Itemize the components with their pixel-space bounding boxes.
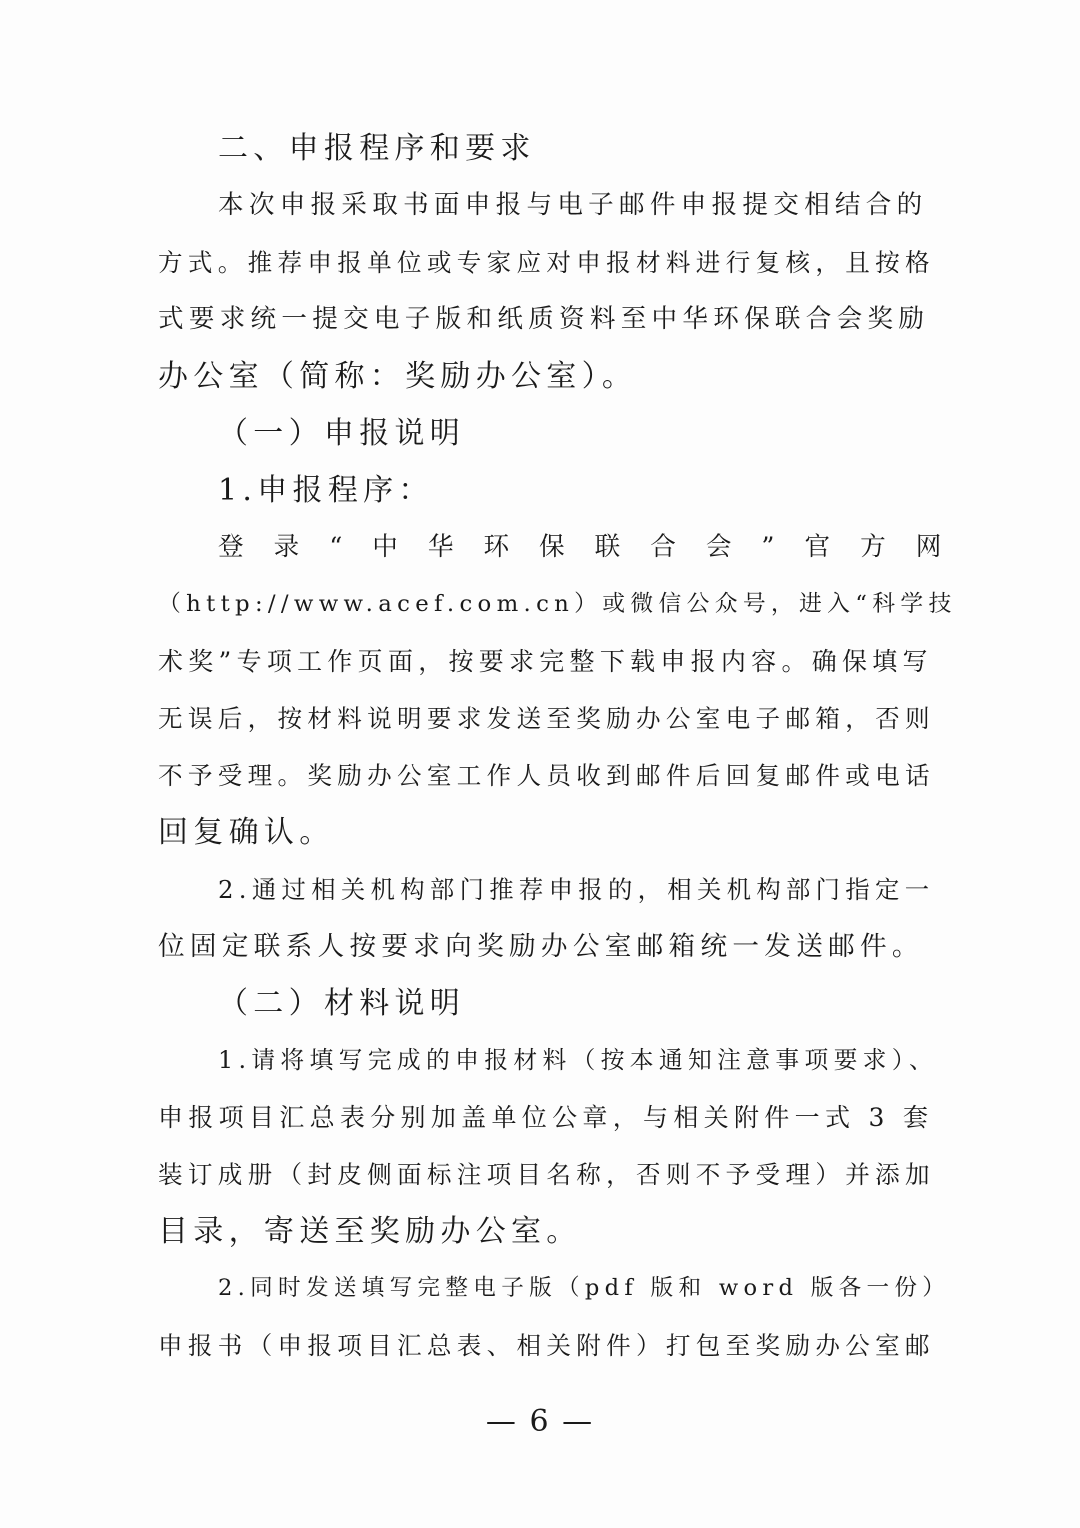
numbered-item: 2.同时发送填写完整电子版（pdf 版和 word 版各一份） bbox=[218, 1275, 951, 1301]
subsection-heading: （一）申报说明 bbox=[218, 416, 466, 451]
paragraph-line: 不予受理。奖励办公室工作人员收到邮件后回复邮件或电话 bbox=[158, 761, 935, 790]
numbered-item: 2.通过相关机构部门推荐申报的，相关机构部门指定一 bbox=[218, 875, 935, 904]
paragraph-line: 办公室（简称：奖励办公室）。 bbox=[158, 359, 638, 394]
numbered-item: 1.申报程序： bbox=[218, 473, 434, 508]
paragraph-line bbox=[158, 519, 972, 576]
paragraph-line: 术奖”专项工作页面，按要求完整下载申报内容。确保填写 bbox=[158, 647, 933, 676]
subsection-heading: （二）材料说明 bbox=[218, 986, 466, 1021]
numbered-item: 1.请将填写完成的申报材料（按本通知注意事项要求）、 bbox=[218, 1046, 939, 1074]
spaced-text: 登录“中华环保联合会”官方网 bbox=[218, 532, 972, 562]
paragraph-line: 申报项目汇总表分别加盖单位公章，与相关附件一式 3 套 bbox=[158, 1103, 934, 1132]
paragraph-line: 本次申报采取书面申报与电子邮件申报提交相结合的 bbox=[218, 190, 928, 220]
document-body bbox=[158, 120, 972, 1374]
paragraph-line: （http://www.acef.com.cn）或微信公众号，进入“科学技 bbox=[158, 591, 957, 617]
paragraph-line: 目录，寄送至奖励办公室。 bbox=[158, 1214, 582, 1249]
paragraph-line: 装订成册（封皮侧面标注项目名称，否则不予受理）并添加 bbox=[158, 1160, 935, 1189]
paragraph-line: 方式。推荐申报单位或专家应对申报材料进行复核，且按格 bbox=[158, 248, 935, 277]
paragraph-line: 式要求统一提交电子版和纸质资料至中华环保联合会奖励 bbox=[158, 304, 930, 334]
paragraph-line: 申报书（申报项目汇总表、相关附件）打包至奖励办公室邮 bbox=[158, 1331, 935, 1360]
paragraph-line: 回复确认。 bbox=[158, 815, 335, 850]
paragraph-line: 无误后，按材料说明要求发送至奖励办公室电子邮箱，否则 bbox=[158, 704, 935, 733]
page-number: — 6 — bbox=[485, 1404, 595, 1439]
paragraph-line: 位固定联系人按要求向奖励办公室邮箱统一发送邮件。 bbox=[158, 931, 924, 962]
section-heading: 二、申报程序和要求 bbox=[218, 131, 536, 166]
